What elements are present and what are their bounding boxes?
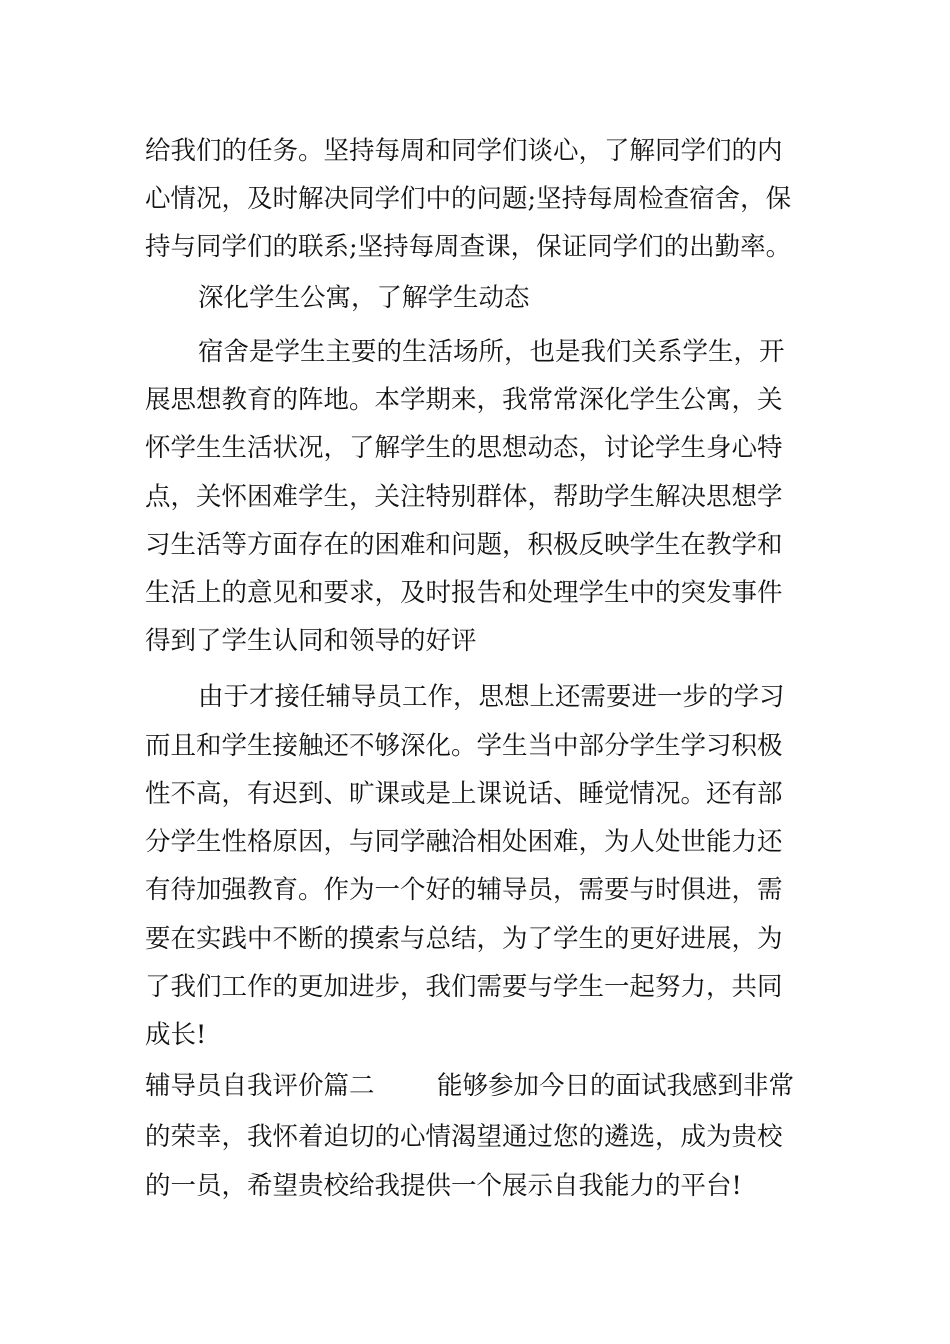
body-text-line: 给我们的任务。坚持每周和同学们谈心，了解同学们的内 [145,136,783,166]
body-text-segment: 能够参加今日的面试我感到非常 [437,1071,795,1101]
body-text-line: 的一员，希望贵校给我提供一个展示自我能力的平台! [145,1171,742,1201]
body-text-line: 由于才接任辅导员工作，思想上还需要进一步的学习 [198,682,785,712]
body-text-line: 而且和学生接触还不够深化。学生当中部分学生学习积极 [145,731,783,761]
body-text-line: 得到了学生认同和领导的好评 [145,626,477,656]
body-text-line: 了我们工作的更加进步，我们需要与学生一起努力，共同 [145,972,783,1002]
section-heading-line [145,1066,815,1106]
body-text-line: 要在实践中不断的摸索与总结，为了学生的更好进展，为 [145,924,783,954]
body-text-line: 习生活等方面存在的困难和问题，积极反映学生在教学和 [145,530,783,560]
section-heading: 辅导员自我评价篇二 [145,1071,375,1101]
body-text-line: 成长! [145,1020,207,1050]
body-text-line: 持与同学们的联系;坚持每周查课，保证同学们的出勤率。 [145,232,792,262]
body-text-line: 展思想教育的阵地。本学期来，我常常深化学生公寓，关 [145,385,783,415]
body-text-line: 性不高，有迟到、旷课或是上课说话、睡觉情况。还有部 [145,779,783,809]
body-text-line: 怀学生生活状况，了解学生的思想动态，讨论学生身心特 [145,433,783,463]
body-text-line: 点，关怀困难学生，关注特别群体，帮助学生解决思想学 [145,482,783,512]
body-text-line: 有待加强教育。作为一个好的辅导员，需要与时俱进，需 [145,875,783,905]
body-text-line: 分学生性格原因，与同学融洽相处困难，为人处世能力还 [145,827,783,857]
subheading-line: 深化学生公寓，了解学生动态 [198,283,530,313]
body-text-line: 心情况，及时解决同学们中的问题;坚持每周检查宿舍，保 [145,184,792,214]
body-text-line: 生活上的意见和要求，及时报告和处理学生中的突发事件 [145,578,783,608]
body-text-line: 宿舍是学生主要的生活场所，也是我们关系学生，开 [198,337,785,367]
body-text-line: 的荣幸，我怀着迫切的心情渴望通过您的遴选，成为贵校 [145,1122,783,1152]
